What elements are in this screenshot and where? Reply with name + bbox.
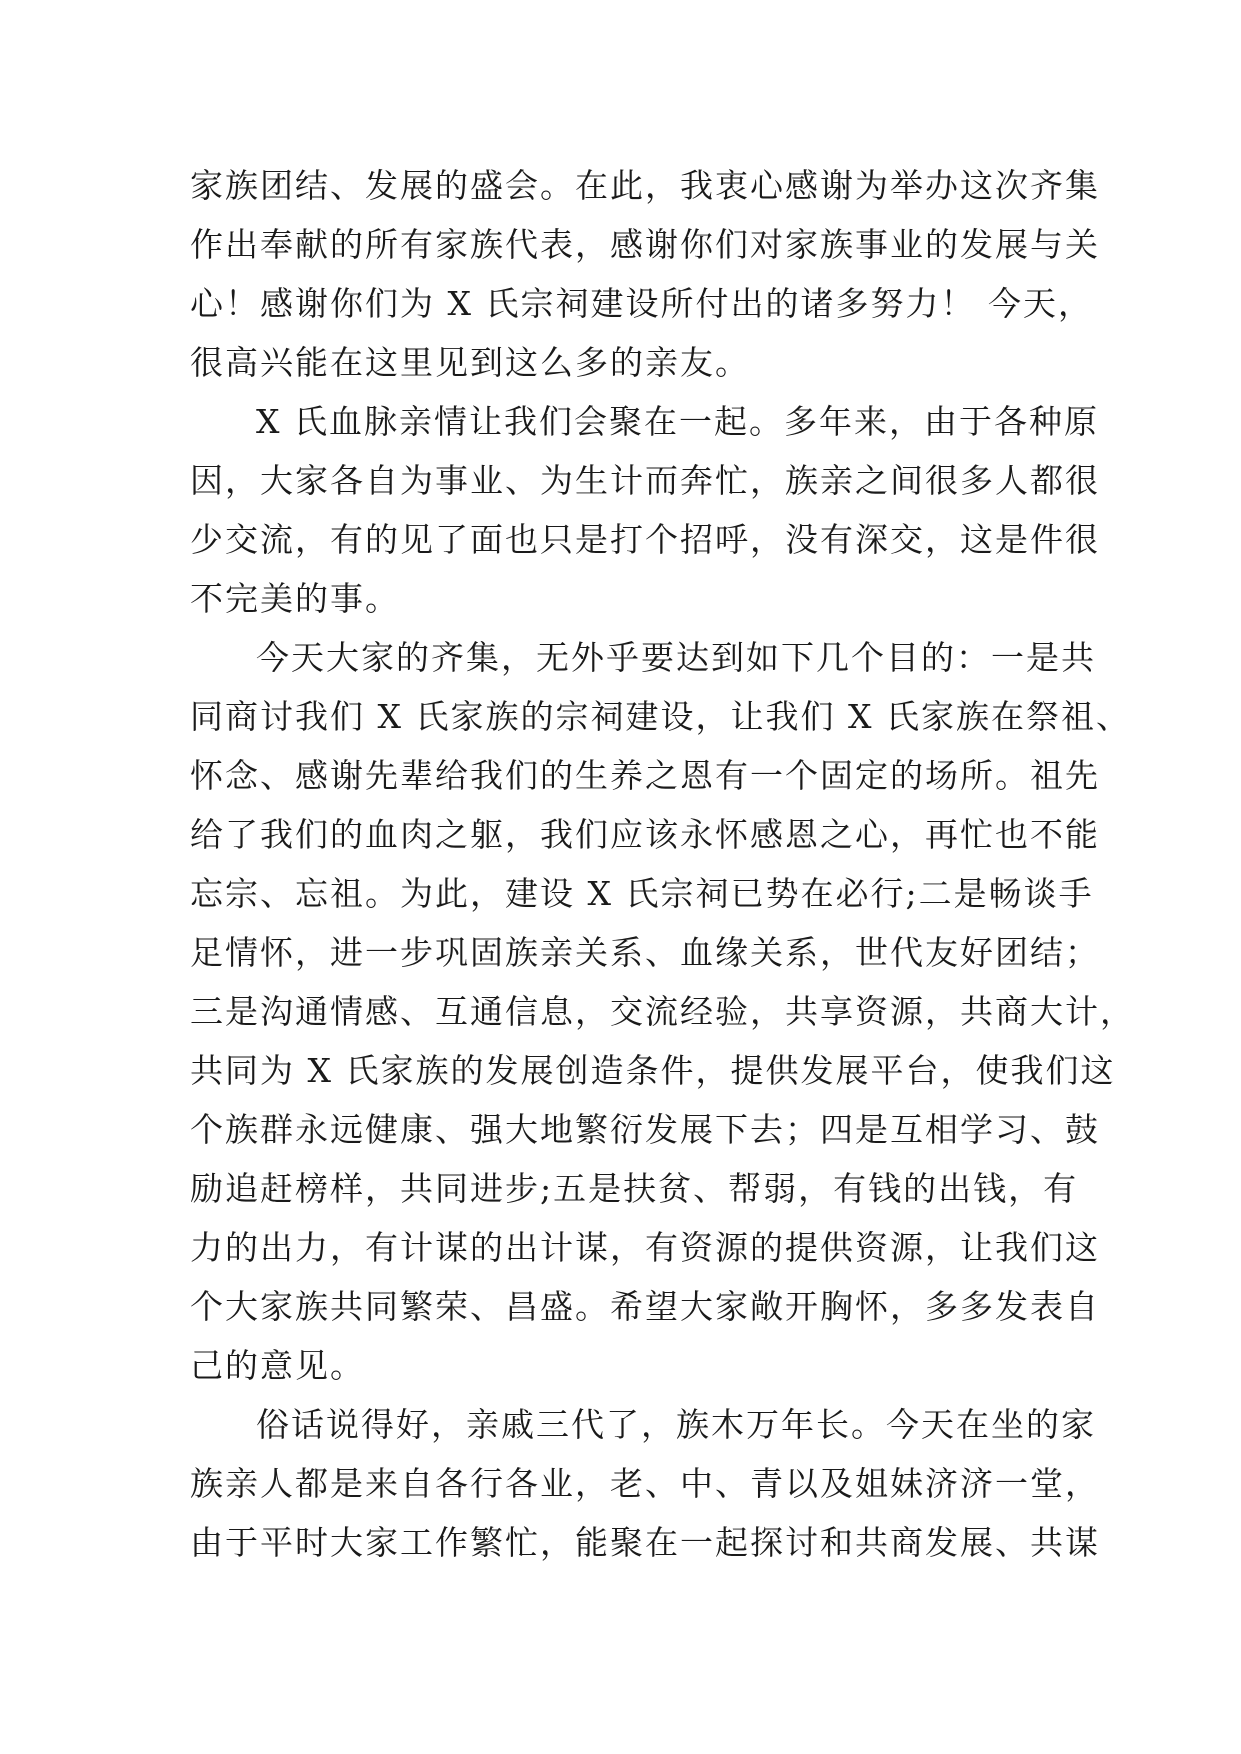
text-line: 同商讨我们 X 氏家族的宗祠建设，让我们 X 氏家族在祭祖、	[190, 697, 1131, 736]
text-line: 三是沟通情感、互通信息，交流经验，共享资源，共商大计，	[190, 992, 1135, 1031]
text-line: 己的意见。	[190, 1346, 365, 1385]
document-body	[190, 156, 1135, 1572]
text-line: 力的出力，有计谋的出计谋，有资源的提供资源，让我们这	[190, 1228, 1100, 1267]
text-line: 因，大家各自为事业、为生计而奔忙，族亲之间很多人都很	[190, 461, 1100, 500]
text-line: 心！感谢你们为 X 氏宗祠建设所付出的诸多努力！ 今天，	[190, 284, 1093, 323]
text-line: 给了我们的血肉之躯，我们应该永怀感恩之心，再忙也不能	[190, 815, 1100, 854]
text-line: 怀念、感谢先辈给我们的生养之恩有一个固定的场所。祖先	[190, 756, 1100, 795]
text-line: 少交流，有的见了面也只是打个招呼，没有深交，这是件很	[190, 520, 1100, 559]
text-line: 励追赶榜样，共同进步;五是扶贫、帮弱，有钱的出钱，有	[190, 1169, 1079, 1208]
text-line: 由于平时大家工作繁忙，能聚在一起探讨和共商发展、共谋	[190, 1523, 1100, 1562]
text-line: 个大家族共同繁荣、昌盛。希望大家敞开胸怀，多多发表自	[190, 1287, 1100, 1326]
text-line: 作出奉献的所有家族代表，感谢你们对家族事业的发展与关	[190, 225, 1100, 264]
text-line: 今天大家的齐集，无外乎要达到如下几个目的：一是共	[256, 638, 1096, 677]
text-line: X 氏血脉亲情让我们会聚在一起。多年来，由于各种原	[256, 402, 1099, 441]
text-line: 族亲人都是来自各行各业，老、中、青以及姐妹济济一堂，	[190, 1464, 1100, 1503]
text-line: 个族群永远健康、强大地繁衍发展下去；四是互相学习、鼓	[190, 1110, 1100, 1149]
text-line: 俗话说得好，亲戚三代了，族木万年长。今天在坐的家	[256, 1405, 1096, 1444]
text-line: 共同为 X 氏家族的发展创造条件，提供发展平台，使我们这	[190, 1051, 1116, 1090]
text-line: 很高兴能在这里见到这么多的亲友。	[190, 343, 750, 382]
text-line: 足情怀，进一步巩固族亲关系、血缘关系，世代友好团结；	[190, 933, 1100, 972]
text-line: 不完美的事。	[190, 579, 400, 618]
text-line: 家族团结、发展的盛会。在此，我衷心感谢为举办这次齐集	[190, 166, 1100, 205]
text-line: 忘宗、忘祖。为此，建设 X 氏宗祠已势在必行;二是畅谈手	[190, 874, 1094, 913]
